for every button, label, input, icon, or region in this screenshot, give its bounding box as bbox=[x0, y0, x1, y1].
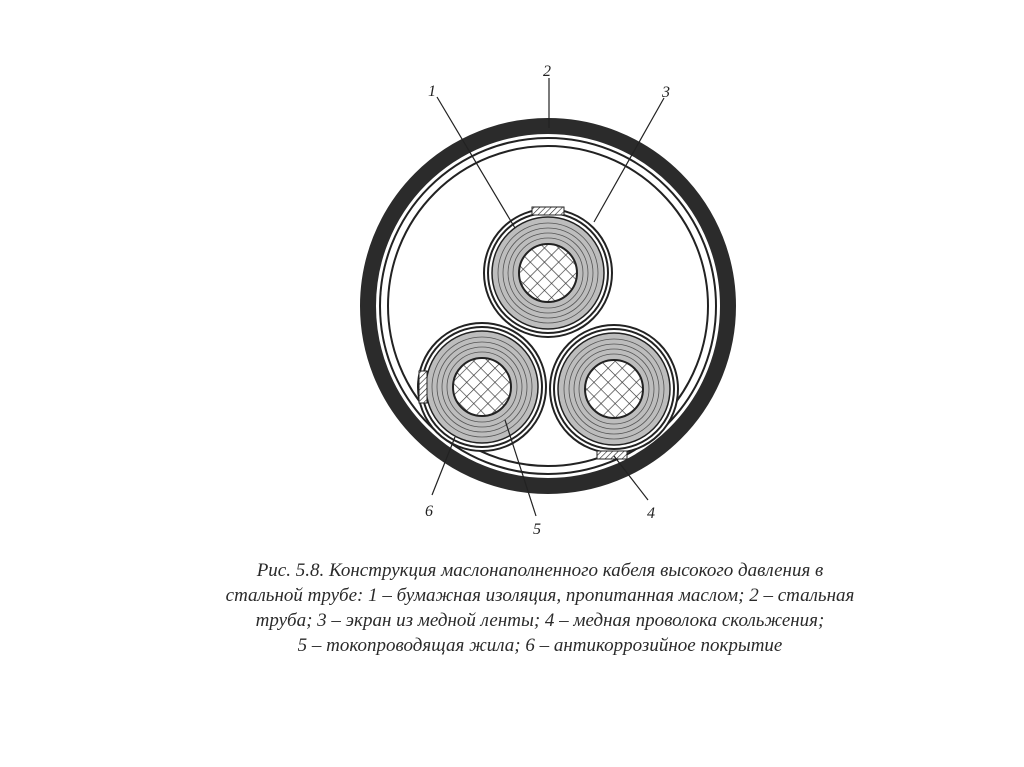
skid-wire bbox=[419, 371, 427, 403]
caption-line: 5 – токопроводящая жила; 6 – антикоррозийное покрытие bbox=[297, 635, 783, 656]
conductor-core bbox=[585, 360, 643, 418]
cable-core-top bbox=[484, 207, 612, 337]
caption-line: стальной трубе: 1 – бумажная изоляция, пропитанная маслом; 2 – стальная bbox=[225, 585, 855, 606]
skid-wire bbox=[532, 207, 564, 215]
callout-6: 6 bbox=[425, 503, 433, 520]
caption-line: Рис. 5.8. Конструкция маслонаполненного кабеля высокого давления в bbox=[256, 560, 824, 581]
figure-caption bbox=[190, 558, 890, 658]
callout-3: 3 bbox=[662, 84, 670, 101]
skid-wire bbox=[597, 451, 627, 459]
caption-line: труба; 3 – экран из медной ленты; 4 – медная проволока скольжения; bbox=[255, 610, 825, 631]
callout-4: 4 bbox=[647, 505, 655, 522]
callout-2: 2 bbox=[543, 63, 551, 80]
conductor-core bbox=[519, 244, 577, 302]
cable-core-left bbox=[418, 323, 546, 451]
conductor-core bbox=[453, 358, 511, 416]
callout-1: 1 bbox=[428, 83, 436, 100]
callout-5: 5 bbox=[533, 521, 541, 538]
